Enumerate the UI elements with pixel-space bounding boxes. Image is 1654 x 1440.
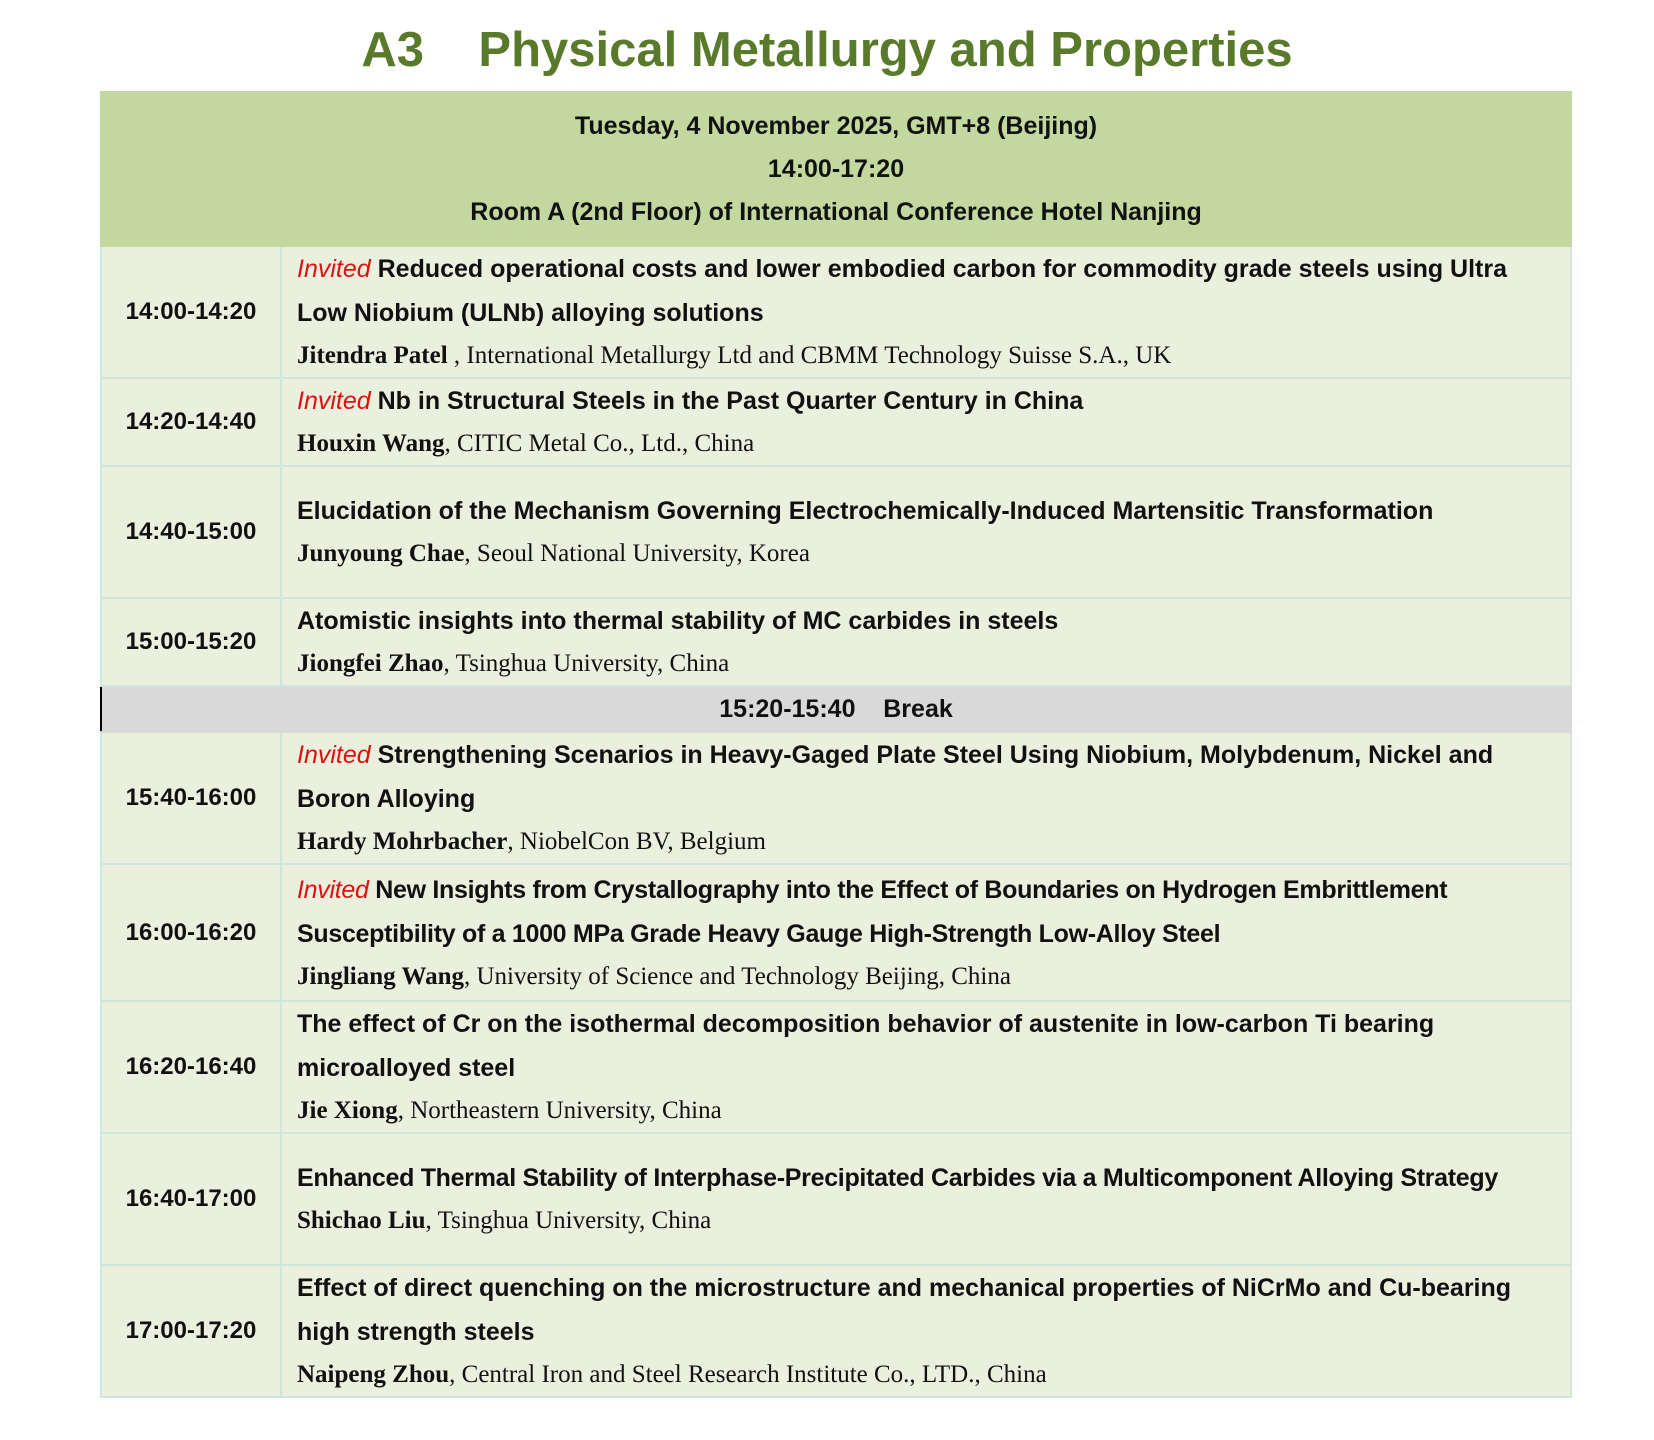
speaker-affiliation: , CITIC Metal Co., Ltd., China	[444, 430, 755, 457]
talk-title-text: Effect of direct quenching on the microstructure and mechanical properties of NiCrMo and Cu-bearing high strength steels	[297, 1274, 1512, 1346]
talk-time: 17:00-17:20	[101, 1265, 281, 1397]
speaker-affiliation: , University of Science and Technology Beijing, China	[463, 962, 1011, 990]
talk-row	[101, 466, 1571, 598]
talk-title-text: Reduced operational costs and lower embodied carbon for commodity grade steels using Ultra Low Niobium (ULNb) alloying solutions	[297, 255, 1508, 327]
talk-title	[297, 247, 1558, 335]
author-line	[297, 423, 1558, 465]
speaker-name: Naipeng Zhou	[297, 1361, 450, 1388]
speaker-affiliation: , Northeastern University, China	[397, 1097, 722, 1124]
invited-tag: Invited	[297, 255, 371, 283]
page-title: A3 Physical Metallurgy and Properties	[361, 23, 1293, 77]
talk-title	[297, 1156, 1566, 1200]
speaker-affiliation: , Tsinghua University, China	[425, 1207, 712, 1234]
session-date: Tuesday, 4 November 2025, GMT+8 (Beijing)	[574, 111, 1098, 140]
speaker-name: Jitendra Patel	[297, 342, 448, 369]
break-row	[101, 686, 1571, 732]
author-line	[297, 956, 1566, 998]
author-line	[297, 335, 1558, 377]
talk-title-text: Nb in Structural Steels in the Past Quarter Century in China	[377, 387, 1084, 415]
speaker-name: Hardy Mohrbacher	[297, 828, 508, 855]
talk-title	[297, 489, 1558, 533]
talk-row	[101, 1133, 1571, 1265]
talk-row	[101, 598, 1571, 686]
speaker-affiliation: , Tsinghua University, China	[443, 650, 730, 677]
talk-title-text: New Insights from Crystallography into the Effect of Boundaries on Hydrogen Embrittlement Susceptibility of a 1000 MPa Grade Heavy Gauge High-Strength Low-Alloy Steel	[297, 875, 1448, 948]
talk-time: 14:20-14:40	[101, 378, 281, 466]
author-line	[297, 821, 1558, 863]
talk-time: 16:40-17:00	[101, 1133, 281, 1265]
talk-time: 15:00-15:20	[101, 598, 281, 686]
speaker-name: Jiongfei Zhao	[297, 650, 444, 677]
schedule-table	[100, 91, 1572, 1398]
break-label: 15:20-15:40 Break	[101, 686, 1571, 732]
invited-tag: Invited	[297, 387, 371, 415]
invited-tag: Invited	[297, 875, 369, 904]
talk-time: 14:00-14:20	[101, 246, 281, 378]
talk-time: 16:00-16:20	[101, 864, 281, 1001]
author-line	[297, 1200, 1566, 1242]
talk-row	[101, 378, 1571, 466]
talk-title	[297, 1002, 1558, 1090]
session-header	[101, 92, 1571, 246]
author-line	[297, 1354, 1558, 1396]
talk-title-text: Elucidation of the Mechanism Governing Electrochemically-Induced Martensitic Transformation	[297, 497, 1434, 525]
speaker-name: Jingliang Wang	[297, 962, 464, 990]
speaker-affiliation: , Central Iron and Steel Research Institute Co., LTD., China	[449, 1361, 1047, 1388]
speaker-affiliation: , International Metallurgy Ltd and CBMM Technology Suisse S.A., UK	[447, 342, 1172, 369]
talk-title-text: Enhanced Thermal Stability of Interphase-Precipitated Carbides via a Multicomponent Alloying Strategy	[297, 1164, 1498, 1192]
talk-title-text: Atomistic insights into thermal stability of MC carbides in steels	[297, 607, 1059, 635]
talk-row	[101, 246, 1571, 378]
talk-title	[297, 1266, 1558, 1354]
talk-time: 14:40-15:00	[101, 466, 281, 598]
speaker-affiliation: , NiobelCon BV, Belgium	[507, 828, 766, 855]
talk-title-text: Strengthening Scenarios in Heavy-Gaged Plate Steel Using Niobium, Molybdenum, Nickel and Boron Alloying	[297, 741, 1494, 813]
author-line	[297, 533, 1558, 575]
speaker-name: Junyoung Chae	[297, 540, 465, 567]
author-line	[297, 643, 1558, 685]
session-time: 14:00-17:20	[767, 154, 905, 183]
talk-title	[297, 868, 1566, 956]
author-line	[297, 1090, 1558, 1132]
speaker-name: Jie Xiong	[297, 1097, 398, 1124]
speaker-affiliation: , Seoul National University, Korea	[464, 540, 810, 567]
talk-time: 15:40-16:00	[101, 732, 281, 864]
talk-row	[101, 1001, 1571, 1133]
talk-row	[101, 864, 1571, 1001]
talk-title	[297, 379, 1558, 423]
talk-time: 16:20-16:40	[101, 1001, 281, 1133]
session-room: Room A (2nd Floor) of International Conference Hotel Nanjing	[470, 197, 1202, 226]
talk-title	[297, 599, 1558, 643]
talk-row	[101, 732, 1571, 864]
invited-tag: Invited	[297, 741, 371, 769]
talk-title-text: The effect of Cr on the isothermal decomposition behavior of austenite in low-carbon Ti bearing microalloyed steel	[297, 1010, 1435, 1082]
talk-row	[101, 1265, 1571, 1397]
speaker-name: Shichao Liu	[297, 1207, 426, 1234]
talk-title	[297, 733, 1558, 821]
speaker-name: Houxin Wang	[297, 430, 445, 457]
